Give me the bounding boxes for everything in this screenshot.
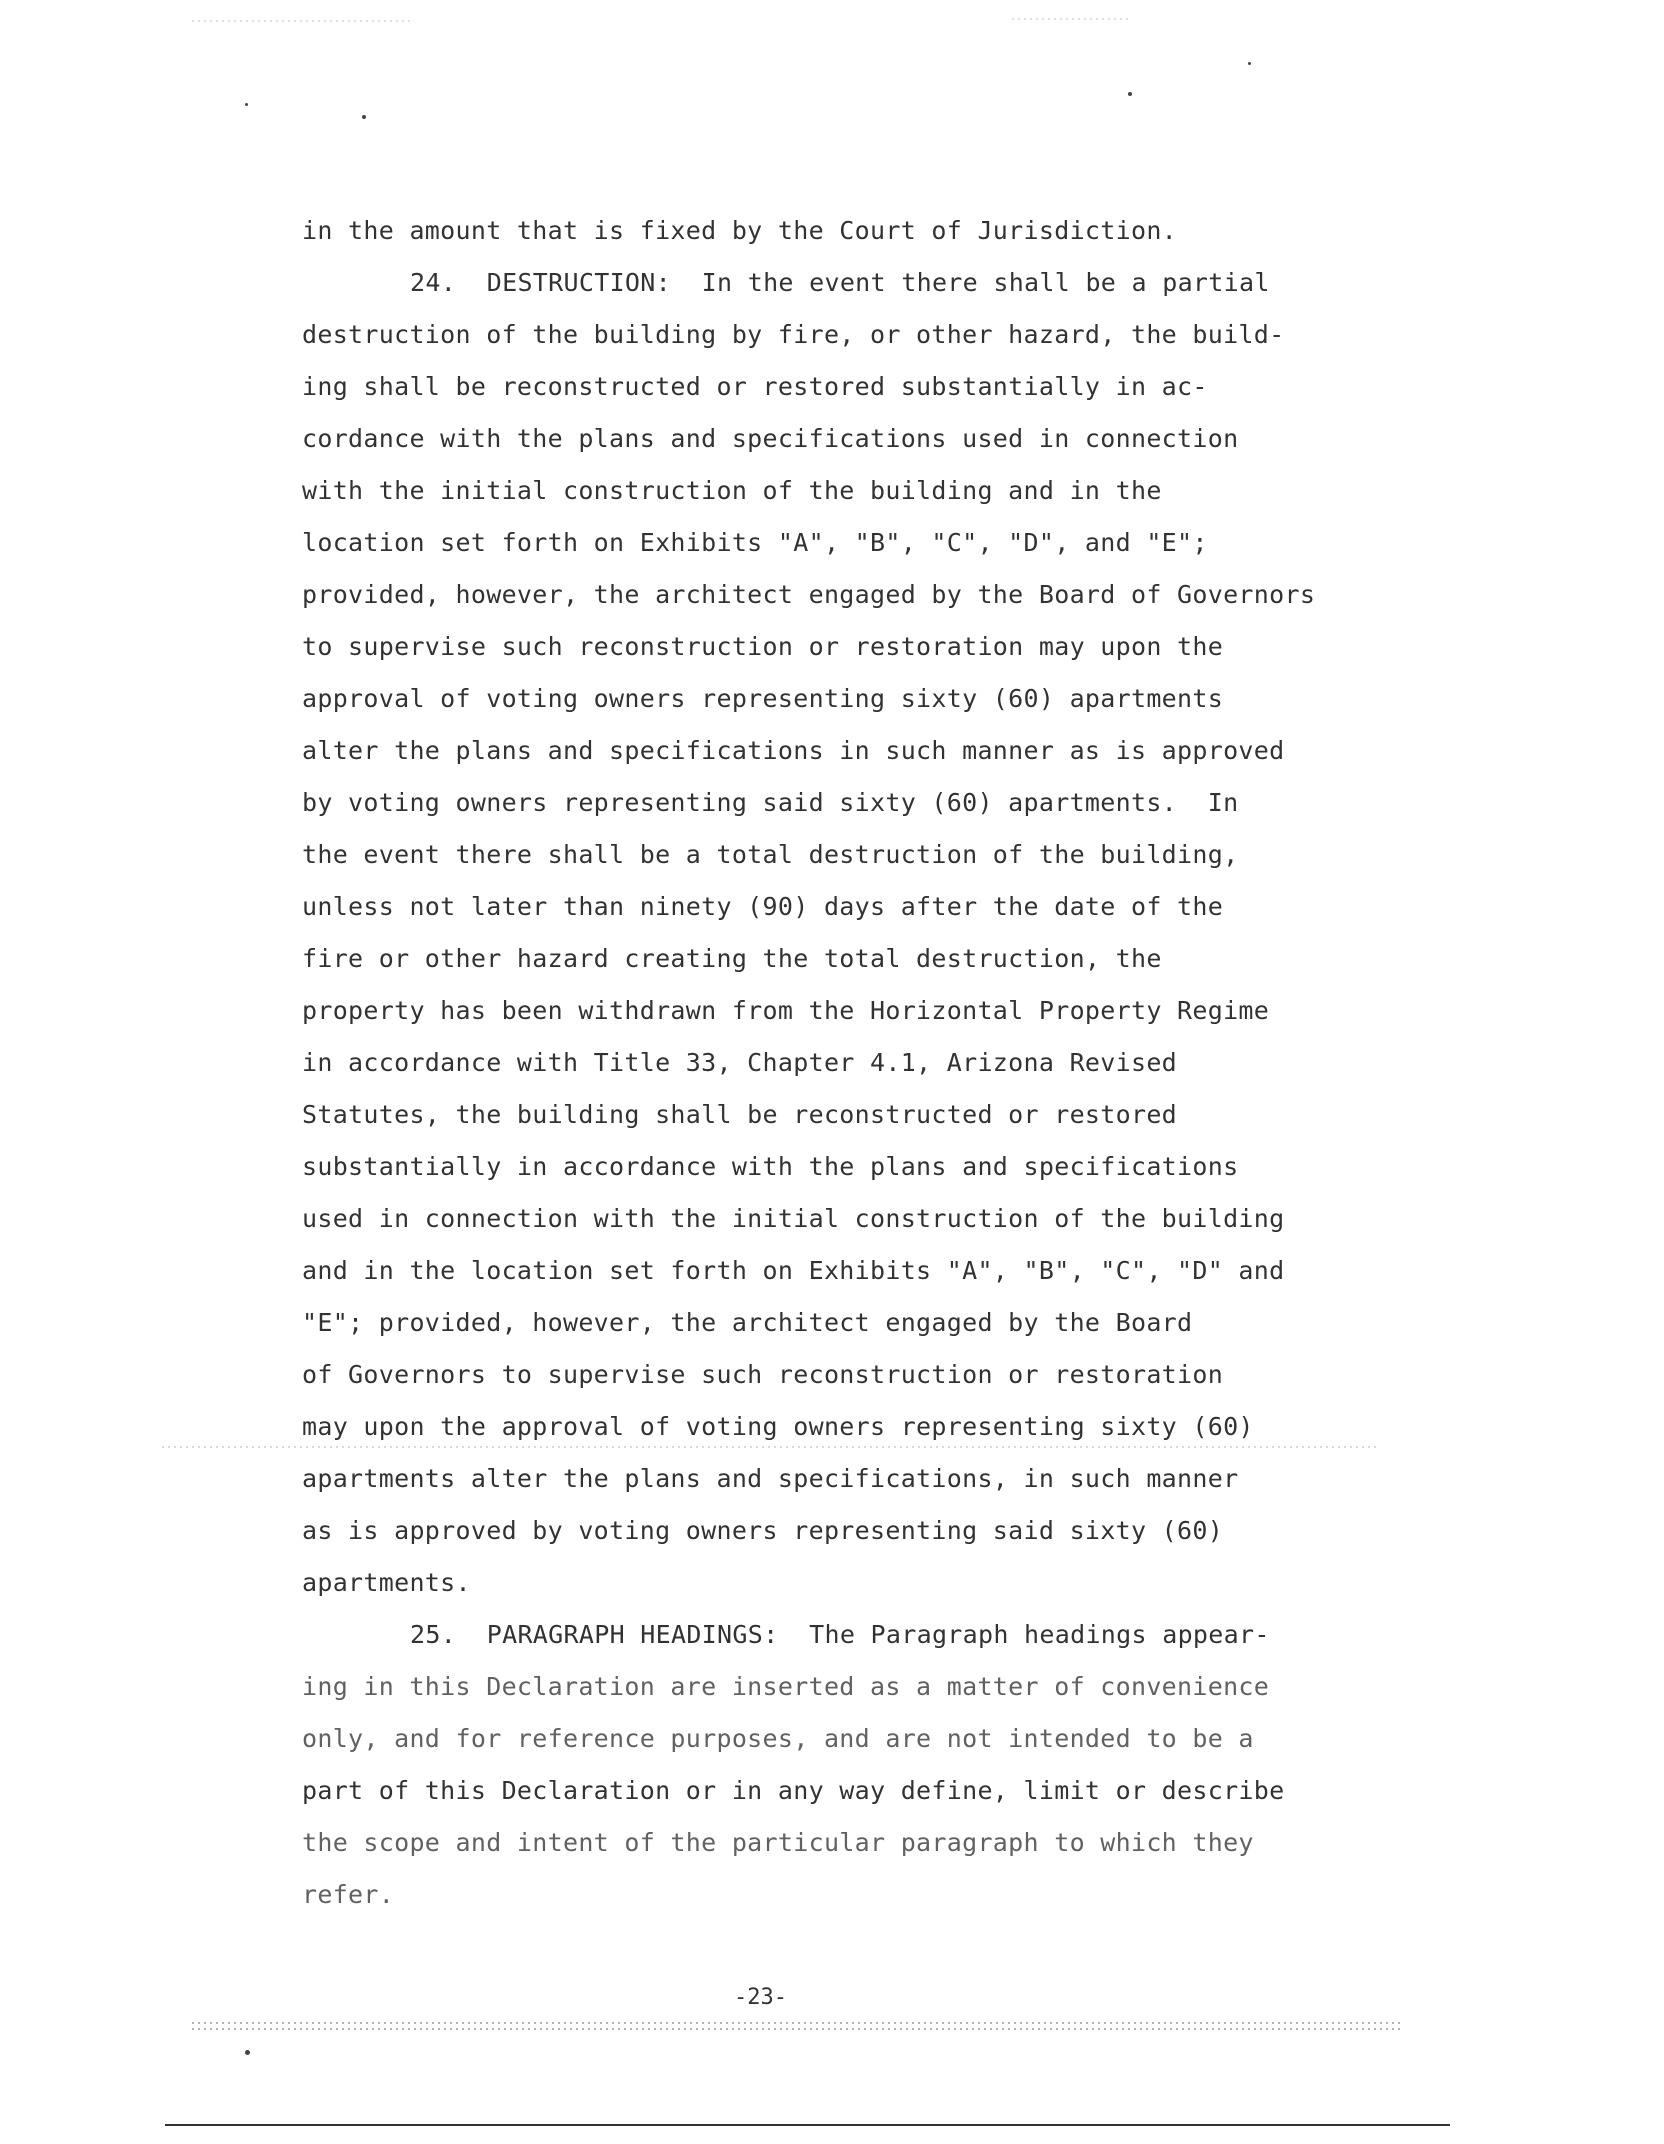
- text-line: unless not later than ninety (90) days after the date of the: [302, 892, 1224, 921]
- text-line: in the amount that is fixed by the Court of Jurisdiction.: [302, 216, 1178, 245]
- text-line: by voting owners representing said sixty (60) apartments. In: [302, 788, 1239, 817]
- section-heading-line: 24. DESTRUCTION: In the event there shall be a partial: [410, 268, 1270, 297]
- text-line: with the initial construction of the building and in the: [302, 476, 1162, 505]
- scan-speck: [362, 115, 366, 119]
- section-heading-line: 25. PARAGRAPH HEADINGS: The Paragraph headings appear-: [410, 1620, 1270, 1649]
- bottom-scan-edge: [165, 2124, 1450, 2126]
- text-line: approval of voting owners representing sixty (60) apartments: [302, 684, 1224, 713]
- text-line: fire or other hazard creating the total destruction, the: [302, 944, 1162, 973]
- text-line: cordance with the plans and specifications used in connection: [302, 424, 1239, 453]
- text-line: location set forth on Exhibits "A", "B", "C", "D", and "E";: [302, 528, 1208, 557]
- scan-noise-top: [190, 18, 410, 24]
- text-line: ing in this Declaration are inserted as a matter of convenience: [302, 1672, 1270, 1701]
- text-line: alter the plans and specifications in such manner as is approved: [302, 736, 1285, 765]
- text-line: part of this Declaration or in any way define, limit or describe: [302, 1776, 1285, 1805]
- text-line: used in connection with the initial construction of the building: [302, 1204, 1285, 1233]
- text-line: apartments alter the plans and specifications, in such manner: [302, 1464, 1239, 1493]
- scan-noise-top-right: [1010, 16, 1130, 22]
- text-line: as is approved by voting owners representing said sixty (60): [302, 1516, 1224, 1545]
- text-line: apartments.: [302, 1568, 471, 1597]
- scan-speck: [245, 2050, 250, 2055]
- text-line: of Governors to supervise such reconstruction or restoration: [302, 1360, 1224, 1389]
- text-line: may upon the approval of voting owners representing sixty (60): [302, 1412, 1254, 1441]
- text-line: only, and for reference purposes, and are not intended to be a: [302, 1724, 1254, 1753]
- text-line: to supervise such reconstruction or restoration may upon the: [302, 632, 1224, 661]
- text-line: property has been withdrawn from the Horizontal Property Regime: [302, 996, 1270, 1025]
- scan-speck: [1128, 92, 1132, 96]
- text-line: and in the location set forth on Exhibits "A", "B", "C", "D" and: [302, 1256, 1285, 1285]
- scan-speck: [1248, 62, 1251, 65]
- text-line: destruction of the building by fire, or other hazard, the build-: [302, 320, 1285, 349]
- text-line: substantially in accordance with the plans and specifications: [302, 1152, 1239, 1181]
- text-line: refer.: [302, 1880, 395, 1909]
- text-line: in accordance with Title 33, Chapter 4.1, Arizona Revised: [302, 1048, 1178, 1077]
- page-number: -23-: [734, 1985, 787, 2010]
- text-line: Statutes, the building shall be reconstructed or restored: [302, 1100, 1178, 1129]
- text-line: the event there shall be a total destruction of the building,: [302, 840, 1239, 869]
- text-line: provided, however, the architect engaged by the Board of Governors: [302, 580, 1316, 609]
- scan-noise-mid: [160, 1444, 1380, 1450]
- scan-noise-bottom: [190, 2020, 1400, 2030]
- text-line: ing shall be reconstructed or restored substantially in ac-: [302, 372, 1208, 401]
- text-line: the scope and intent of the particular paragraph to which they: [302, 1828, 1254, 1857]
- scan-speck: [245, 103, 248, 106]
- text-line: "E"; provided, however, the architect engaged by the Board: [302, 1308, 1193, 1337]
